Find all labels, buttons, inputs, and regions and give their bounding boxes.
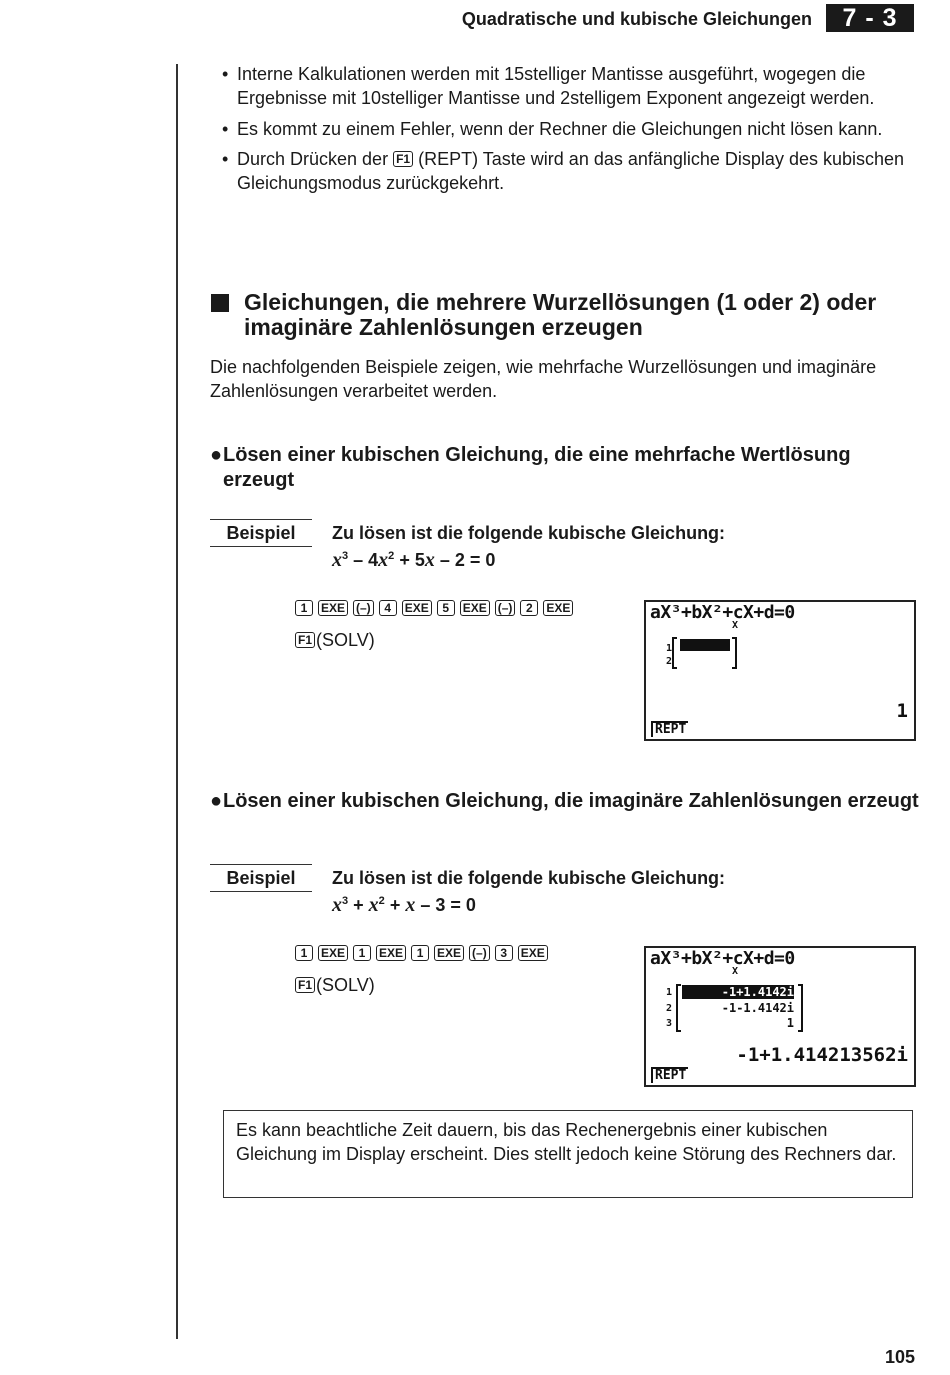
bullet-text-before: Durch Drücken der xyxy=(237,149,389,169)
solve-label: (SOLV) xyxy=(316,975,375,995)
calc-key-icon: 2 xyxy=(520,600,538,616)
calc-key-icon: 1 xyxy=(295,600,313,616)
calc-key-icon: EXE xyxy=(402,600,432,616)
page-number: 105 xyxy=(884,1347,915,1367)
matrix-bracket-left xyxy=(672,637,677,669)
beispiel-label: Beispiel xyxy=(210,864,312,892)
example-equation: $x^3 - 4x^2 + 5x - 2 = 0$ xyxy=(332,549,496,571)
calc-key-icon: EXE xyxy=(543,600,573,616)
section-intro: Die nachfolgenden Beispiele zeigen, wie mehrfache Wurzellösungen und imaginäre Zahlenlösungen verarbeitet werden. xyxy=(210,357,877,401)
bullet-dot-icon: ● xyxy=(210,444,223,466)
bullet-item xyxy=(222,147,914,195)
example-description: Zu lösen ist die folgende kubische Gleichung: xyxy=(332,868,726,888)
calc-key-icon: 3 xyxy=(495,945,513,961)
calc-key-icon: EXE xyxy=(318,600,348,616)
screen-cell: -1-1.4142i xyxy=(721,1001,794,1015)
bullet-item: • Interne Kalkulationen werden mit 15stelliger Mantisse ausgeführt, wogegen die Ergebnisse mit 10stelliger Mantisse und 2stelligem Exponent angezeigt werden. xyxy=(222,62,914,110)
screen-cell-selected: -1+1.4142i xyxy=(682,985,794,999)
screen-row-number: 1 xyxy=(666,987,673,998)
example-heading-text: Lösen einer kubischen Gleichung, die imaginäre Zahlenlösungen erzeugt xyxy=(223,790,919,812)
f1-key-icon: F1 xyxy=(393,151,413,167)
example-heading xyxy=(210,443,920,493)
calc-key-icon: (–) xyxy=(495,600,516,616)
screen-cell xyxy=(680,653,730,665)
calc-key-icon: EXE xyxy=(460,600,490,616)
calc-key-icon: 4 xyxy=(379,600,397,616)
solve-key-line xyxy=(295,975,375,996)
f1-key-icon: F1 xyxy=(295,977,315,993)
key-sequence xyxy=(295,943,553,964)
matrix-bracket-left xyxy=(676,984,681,1032)
screen-result: -1+1.414213562i xyxy=(736,1044,908,1066)
calc-key-icon: 1 xyxy=(295,945,313,961)
matrix-bracket-right xyxy=(798,984,803,1032)
solve-label: (SOLV) xyxy=(316,630,375,650)
example-heading-text: Lösen einer kubischen Gleichung, die eine mehrfache Wertlösung erzeugt xyxy=(223,444,851,491)
bullet-text-after: (REPT) Taste wird an das anfängliche Display des kubischen Gleichungsmodus zurückgekehrt. xyxy=(237,149,905,193)
chapter-tab: 7 - 3 xyxy=(826,4,914,32)
square-bullet-icon xyxy=(211,294,229,312)
calc-key-icon: 1 xyxy=(353,945,371,961)
notes-list xyxy=(222,62,914,202)
bullet-item: • Es kommt zu einem Fehler, wenn der Rechner die Gleichungen nicht lösen kann. xyxy=(222,117,914,141)
calculator-screen xyxy=(644,946,916,1087)
screen-equation: aX³+bX²+cX+d=0 xyxy=(650,948,795,969)
screen-equation: aX³+bX²+cX+d=0 xyxy=(650,602,795,623)
screen-fkey-label: REPT xyxy=(651,1067,688,1083)
calc-key-icon: 1 xyxy=(411,945,429,961)
calc-key-icon: 5 xyxy=(437,600,455,616)
matrix-bracket-right xyxy=(732,637,737,669)
calc-key-icon: EXE xyxy=(318,945,348,961)
calculator-screen xyxy=(644,600,916,741)
bullet-dot-icon: ● xyxy=(210,790,223,812)
section-title: Gleichungen, die mehrere Wurzellösungen (1 oder 2) oder imaginäre Zahlenlösungen erzeugen xyxy=(244,289,877,340)
calc-key-icon: EXE xyxy=(518,945,548,961)
running-header-title: Quadratische und kubische Gleichungen xyxy=(461,9,812,29)
screen-row-number: 3 xyxy=(666,1018,673,1029)
calc-key-icon: (–) xyxy=(353,600,374,616)
calc-key-icon: EXE xyxy=(376,945,406,961)
calc-key-icon: (–) xyxy=(469,945,490,961)
screen-fkey-label: REPT xyxy=(651,721,688,737)
example-heading xyxy=(210,789,920,814)
screen-row-number: 2 xyxy=(666,656,673,667)
section-heading xyxy=(210,290,920,340)
screen-cell: 1 xyxy=(786,1016,794,1030)
note-box: Es kann beachtliche Zeit dauern, bis das Rechenergebnis einer kubischen Gleichung im Display erscheint. Dies stellt jedoch keine Störung des Rechners dar. xyxy=(223,1110,913,1198)
screen-result: 1 xyxy=(896,700,908,722)
example-description: Zu lösen ist die folgende kubische Gleichung: xyxy=(332,523,726,543)
screen-row-number: 1 xyxy=(666,643,673,654)
screen-cell-selected xyxy=(680,639,730,651)
example-equation: $x^3 + x^2 + x - 3 = 0$ xyxy=(332,894,476,916)
screen-column-label: X xyxy=(732,966,739,977)
key-sequence xyxy=(295,598,578,619)
screen-column-label: X xyxy=(732,620,739,631)
beispiel-label: Beispiel xyxy=(210,519,312,547)
margin-rule xyxy=(176,64,178,1339)
calc-key-icon: EXE xyxy=(434,945,464,961)
solve-key-line xyxy=(295,630,375,651)
screen-row-number: 2 xyxy=(666,1003,673,1014)
f1-key-icon: F1 xyxy=(295,632,315,648)
